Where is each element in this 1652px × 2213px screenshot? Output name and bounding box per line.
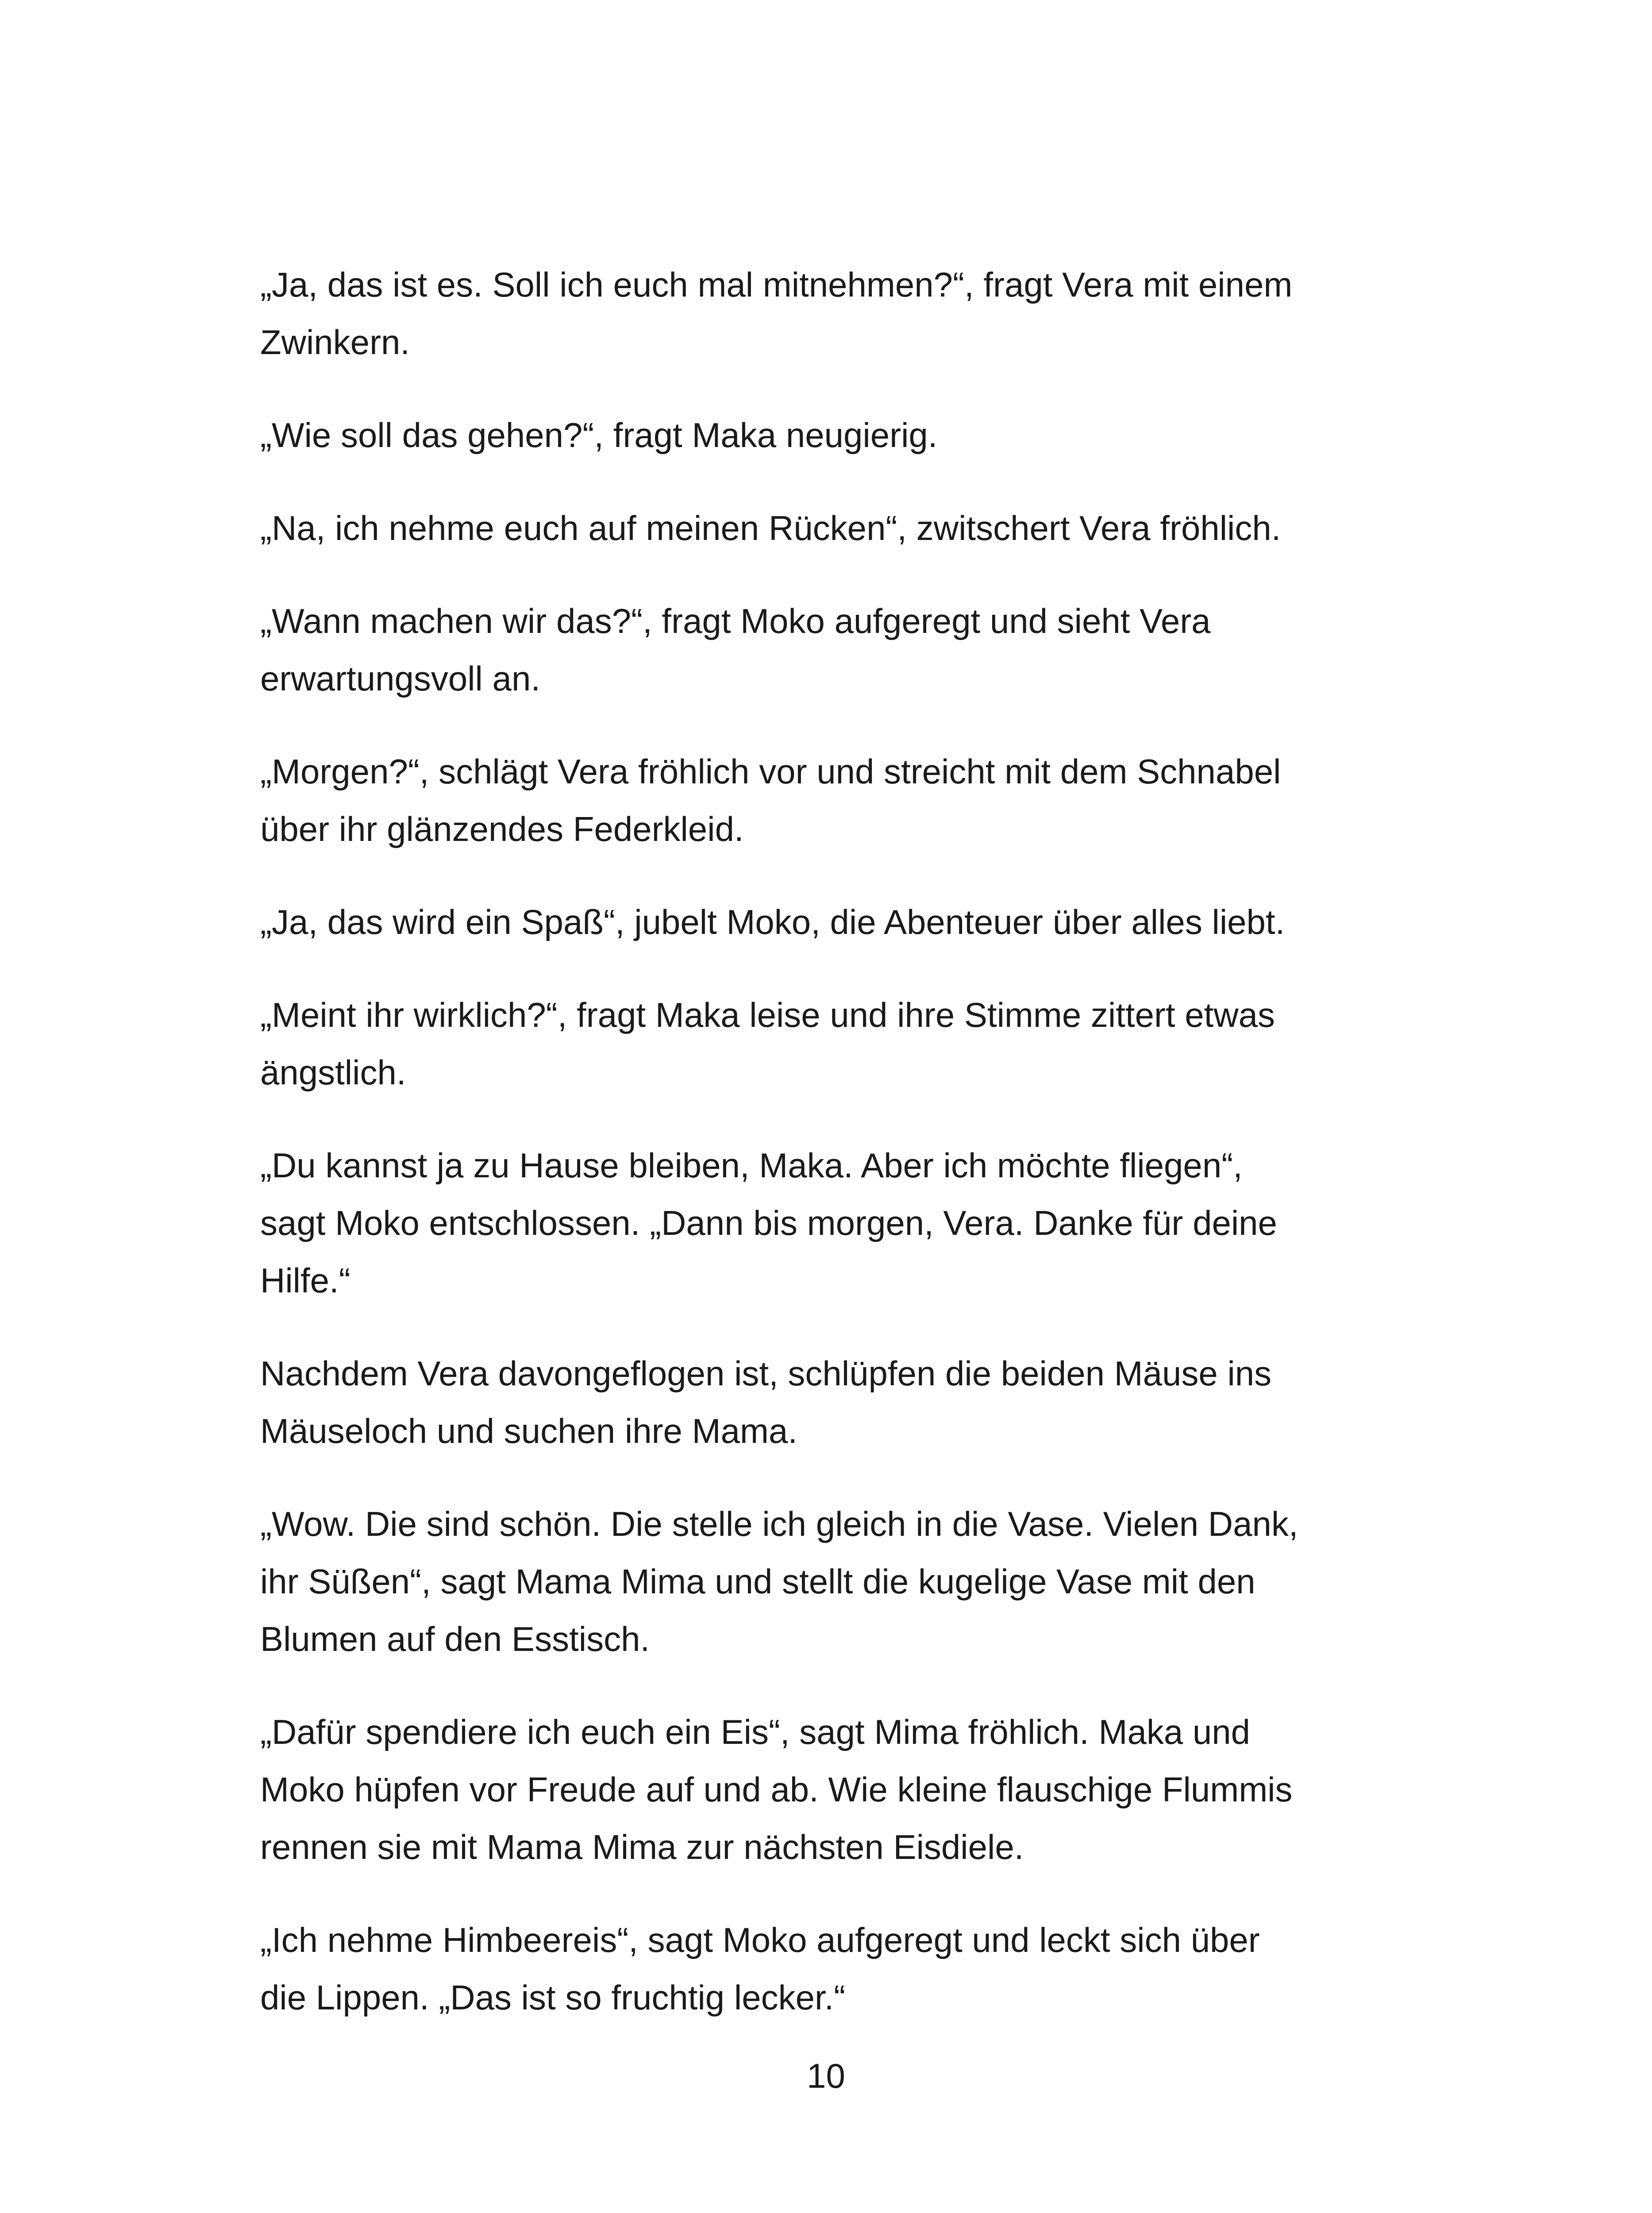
paragraph: „Ja, das wird ein Spaß“, jubelt Moko, die Abenteuer über alles liebt. (260, 902, 1285, 941)
paragraph: „Dafür spendiere ich euch ein Eis“, sagt Mima fröhlich. Maka und Moko hüpfen vor Freude auf und ab. Wie kleine flauschige Flummis rennen sie mit Mama Mima zur nächsten Eisdiele. (260, 1712, 1293, 1866)
paragraph: „Ich nehme Himbeereis“, sagt Moko aufgeregt und leckt sich über die Lippen. „Das ist so fruchtig lecker.“ (260, 1920, 1260, 2017)
paragraph: „Wow. Die sind schön. Die stelle ich gleich in die Vase. Vielen Dank, ihr Süßen“, sagt Mama Mima und stellt die kugelige Vase mit den Blumen auf den Esstisch. (260, 1504, 1298, 1658)
paragraph: „Du kannst ja zu Hause bleiben, Maka. Aber ich möchte fliegen“, sagt Moko entschlossen. „Dann bis morgen, Vera. Danke für deine Hilfe.“ (260, 1146, 1277, 1300)
paragraph: „Ja, das ist es. Soll ich euch mal mitnehmen?“, fragt Vera mit einem Zwinkern. (260, 265, 1293, 362)
story-text (260, 256, 1411, 2062)
page-number: 10 (807, 2056, 845, 2095)
paragraph: „Wann machen wir das?“, fragt Moko aufgeregt und sieht Vera erwartungsvoll an. (260, 601, 1211, 698)
paragraph: Nachdem Vera davongeflogen ist, schlüpfen die beiden Mäuse ins Mäuseloch und suchen ihre Mama. (260, 1354, 1272, 1450)
paragraph: „Na, ich nehme euch auf meinen Rücken“, zwitschert Vera fröhlich. (260, 509, 1281, 547)
paragraph: „Morgen?“, schlägt Vera fröhlich vor und streicht mit dem Schnabel über ihr glänzendes Federkleid. (260, 752, 1281, 848)
paragraph: „Meint ihr wirklich?“, fragt Maka leise und ihre Stimme zittert etwas ängstlich. (260, 995, 1275, 1092)
paragraph: „Wie soll das gehen?“, fragt Maka neugierig. (260, 416, 938, 455)
